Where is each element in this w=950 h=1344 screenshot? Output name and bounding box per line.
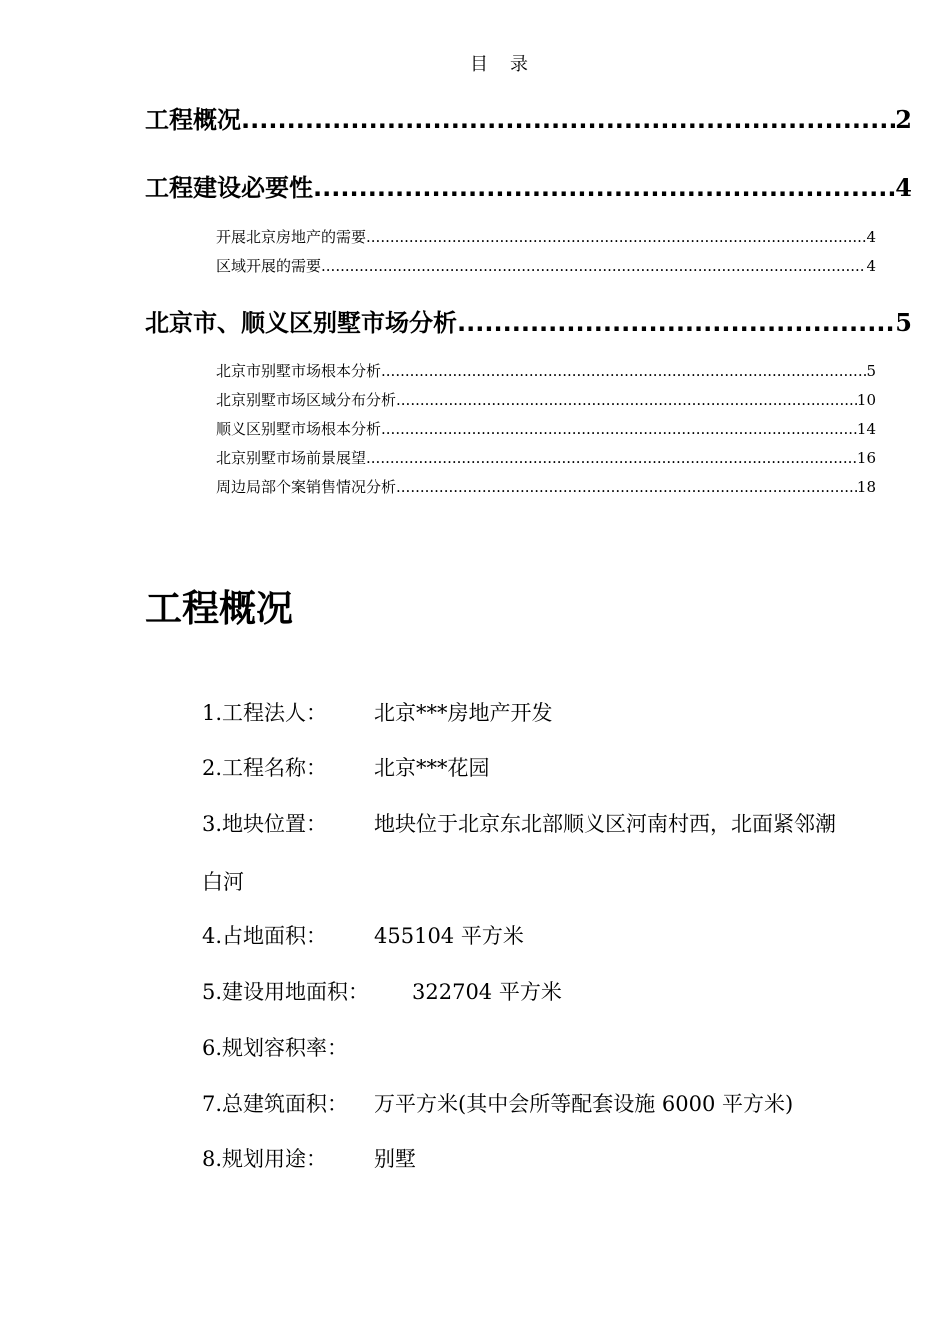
toc-entry-construction-necessity[interactable] — [145, 168, 912, 203]
info-item-planned-use — [202, 1143, 416, 1173]
toc-entry-regional-development-need[interactable] — [216, 255, 876, 276]
toc-page-number: 2 — [895, 105, 912, 134]
info-value: 地块位于北京东北部顺义区河南村西，北面紧邻潮 — [374, 812, 836, 836]
toc-entry-label: 北京市、顺义区别墅市场分析 — [145, 309, 457, 337]
toc-leader-dots — [241, 106, 895, 134]
toc-leader-dots — [366, 449, 857, 467]
toc-entry-label: 顺义区别墅市场根本分析 — [216, 420, 382, 438]
toc-leader-dots — [396, 391, 857, 409]
toc-entry-label: 开展北京房地产的需要 — [216, 228, 367, 246]
toc-entry-label: 工程概况 — [145, 106, 241, 134]
info-value: 322704 平方米 — [412, 980, 562, 1004]
toc-leader-dots — [457, 309, 895, 337]
info-value: 别墅 — [374, 1147, 416, 1171]
toc-title: 目录 — [470, 54, 550, 75]
info-item-plot-ratio — [202, 1032, 348, 1062]
toc-page-number: 18 — [856, 478, 876, 496]
toc-entry-beijing-villa-outlook[interactable] — [216, 447, 876, 468]
info-label: 4.占地面积： — [202, 924, 328, 948]
toc-page-number: 14 — [856, 420, 876, 438]
info-item-land-area — [202, 920, 524, 950]
info-value-continuation: 白河 — [202, 870, 244, 894]
info-item-legal-person — [202, 697, 553, 727]
info-label: 8.规划用途： — [202, 1147, 328, 1171]
toc-entry-nearby-sales-analysis[interactable] — [216, 476, 876, 497]
toc-entry-label: 北京市别墅市场根本分析 — [216, 362, 382, 380]
info-value: 北京***房地产开发 — [374, 701, 553, 725]
toc-leader-dots — [381, 362, 866, 380]
toc-leader-dots — [321, 257, 866, 275]
info-label: 5.建设用地面积： — [202, 980, 370, 1004]
toc-leader-dots — [313, 174, 895, 202]
toc-page-number: 5 — [895, 308, 912, 337]
toc-entry-beijing-villa-regional[interactable] — [216, 389, 876, 410]
info-item-total-floor-area — [202, 1088, 794, 1118]
info-label: 3.地块位置： — [202, 812, 328, 836]
toc-entry-beijing-villa-basic[interactable] — [216, 360, 876, 381]
info-label: 7.总建筑面积： — [202, 1092, 349, 1116]
toc-entry-beijing-real-estate-need[interactable] — [216, 226, 876, 247]
toc-entry-label: 周边局部个案销售情况分析 — [216, 478, 397, 496]
toc-entry-shunyi-villa-basic[interactable] — [216, 418, 876, 439]
toc-entry-label: 北京别墅市场区域分布分析 — [216, 391, 397, 409]
info-label: 1.工程法人： — [202, 701, 328, 725]
toc-page-number: 4 — [895, 173, 912, 202]
toc-entry-label: 区域开展的需要 — [216, 257, 322, 275]
toc-leader-dots — [396, 478, 857, 496]
info-item-construction-land-area — [202, 976, 562, 1006]
info-value: 万平方米(其中会所等配套设施 6000 平方米) — [374, 1092, 794, 1116]
info-label: 2.工程名称： — [202, 756, 328, 780]
toc-entry-project-overview[interactable] — [145, 100, 912, 135]
toc-leader-dots — [381, 420, 857, 438]
info-value: 北京***花园 — [374, 756, 490, 780]
toc-entry-label: 北京别墅市场前景展望 — [216, 449, 367, 467]
info-item-location — [202, 808, 836, 838]
toc-page-number: 4 — [866, 228, 876, 246]
toc-leader-dots — [366, 228, 866, 246]
info-label: 6.规划容积率： — [202, 1036, 349, 1060]
toc-page-number: 4 — [866, 257, 876, 275]
toc-entry-label: 工程建设必要性 — [145, 174, 313, 202]
toc-page-number: 10 — [856, 391, 876, 409]
info-item-project-name — [202, 752, 490, 782]
toc-page-number: 16 — [856, 449, 876, 467]
toc-entry-villa-market-analysis[interactable] — [145, 303, 912, 338]
info-value: 455104 平方米 — [374, 924, 524, 948]
toc-page-number: 5 — [866, 362, 876, 380]
section-heading: 工程概况 — [145, 587, 293, 630]
